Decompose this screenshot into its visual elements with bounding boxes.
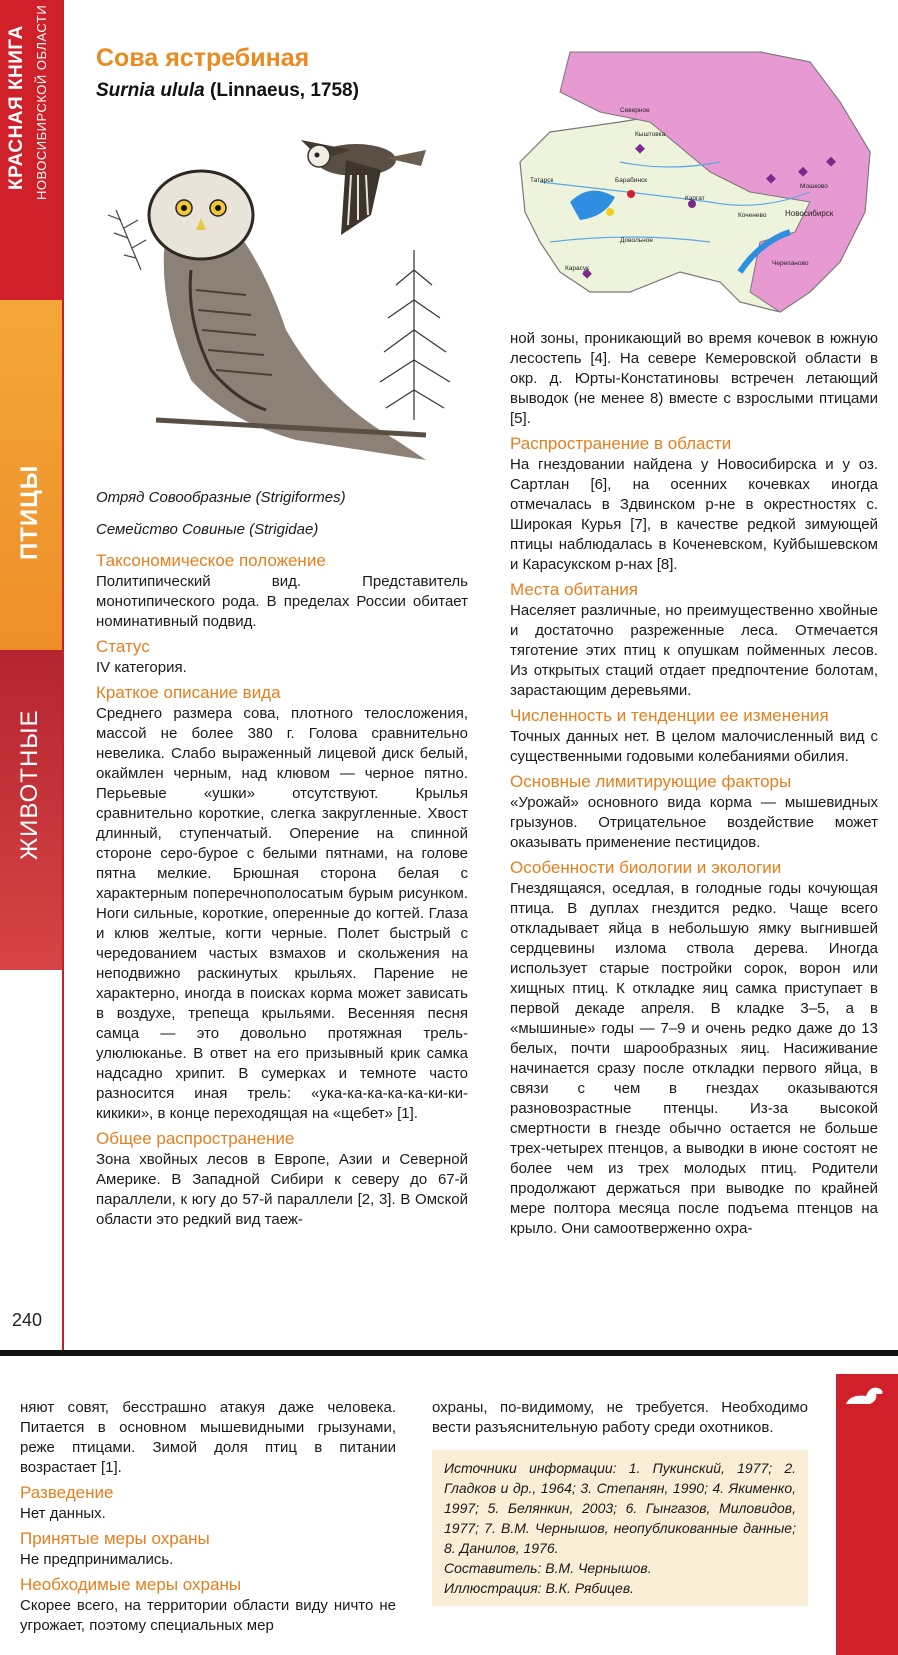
section-heading: Общее распространение	[96, 1129, 295, 1148]
section-heading: Краткое описание вида	[96, 683, 281, 702]
spruce-branch-left	[108, 210, 146, 270]
side-strip	[0, 0, 64, 1350]
map-label: Мошково	[800, 183, 828, 190]
book-title: КРАСНАЯ КНИГА	[6, 25, 27, 190]
taxonomy-family: Семейство Совиные (Strigidae)	[96, 521, 319, 538]
map-label: Карасук	[565, 265, 589, 272]
latin-binomial: Surnia ulula	[96, 80, 205, 101]
flying-owl-drawing	[301, 140, 426, 235]
section-heading: Разведение	[20, 1483, 114, 1502]
map-label: Довольное	[620, 237, 653, 244]
section-text: Не предпринимались.	[20, 1551, 174, 1568]
section-heading: Основные лимитирующие факторы	[510, 772, 792, 791]
section-text: охраны, по-видимому, не требуется. Необходимо вести разъяснительную работу среди охотников.	[432, 1399, 808, 1436]
species-title: Сова ястребиная	[96, 44, 310, 72]
section-heading: Численность и тенденции ее изменения	[510, 706, 829, 725]
map-label: Черепаново	[772, 260, 809, 267]
sources-list: Источники информации: 1. Пукинский, 1977; 2. Гладков и др., 1964; 3. Степанян, 1990; 4. Якименко, 1997; 5. Белянкин, 2003; 6. Гынгазов, Миловидов, 1977; 7. В.М. Чернышов, неопубликованные данные; 8. Данилов, 1976.	[444, 1460, 796, 1556]
section-text: Скорее всего, на территории области виду ничто не угрожает, поэтому специальных мер	[20, 1597, 396, 1634]
map-label: Каргат	[685, 195, 705, 202]
spruce-tree-right	[380, 250, 450, 420]
section-heading: Необходимые меры охраны	[20, 1575, 242, 1594]
section-heading: Таксономическое положение	[96, 551, 326, 570]
margin-rule	[62, 0, 64, 1350]
latin-author: (Linnaeus, 1758)	[210, 80, 359, 101]
page-number: 240	[12, 1310, 43, 1330]
section-heading: Места обитания	[510, 580, 638, 599]
section-text: «Урожай» основного вида корма — мышевидных грызунов. Отрицательное воздействие может оказывать применение пестицидов.	[510, 794, 878, 851]
section-text: Населяет различные, но преимущественно хвойные и достаточно разреженные леса. Отмечается тяготение этих птиц к опушкам пойменных лесов. Из открытых стаций отдает предпочтение болотам, зарастающим деревьями.	[510, 602, 878, 699]
bottom-left-column	[20, 1398, 396, 1636]
side-strip-right	[836, 1374, 898, 1655]
section-text: ной зоны, проникающий во время кочевок в южную лесостепь [4]. На севере Кемеровской области в окр. д. Юрты-Констатиновы встречен летающий выводок (не менее 8) вместе с взрослыми птицами [5].	[510, 330, 878, 427]
section-text: няют совят, бесстрашно атакуя даже человека. Питается в основном мышевидными грызунами, реже птицами. Зимой доля птиц в питании возрастает [1].	[20, 1399, 396, 1476]
section-text: IV категория.	[96, 659, 187, 676]
section-text: Политипический вид. Представитель монотипического рода. В пределах России обитает номинативный подвид.	[96, 573, 468, 630]
section-heading: Статус	[96, 637, 150, 656]
side-strip-blank	[0, 970, 64, 1350]
section-animals: ЖИВОТНЫЕ	[16, 709, 43, 860]
map-label: Татарск	[530, 177, 554, 184]
illustrator-credit: Иллюстрация: В.К. Рябицев.	[444, 1580, 635, 1596]
book-region: НОВОСИБИРСКОЙ ОБЛАСТИ	[34, 4, 49, 200]
map-label: Северное	[620, 107, 650, 114]
section-birds: ПТИЦЫ	[16, 464, 43, 560]
species-latin-name	[96, 80, 359, 102]
left-column	[96, 486, 468, 1230]
right-column	[510, 329, 878, 1239]
bottom-right-column	[432, 1398, 808, 1606]
map-label: Коченево	[738, 212, 767, 219]
map-label: Новосибирск	[785, 209, 834, 218]
section-heading: Особенности биологии и экологии	[510, 858, 782, 877]
section-text: На гнездовании найдена у Новосибирска и у оз. Сартлан [6], на осенних кочевках иногда отмечалась в Здвинском р-не в окрестностях с. Широкая Курья [7], в качестве редкой зимующей птицы наблюдалась в Коченевском, Куйбышевском и Карасукском р-нах [8].	[510, 456, 878, 573]
map-label: Барабинск	[615, 177, 648, 184]
duck-icon	[836, 1374, 898, 1414]
sources-box	[432, 1450, 808, 1606]
taxonomy-order: Отряд Совообразные (Strigiformes)	[96, 489, 346, 506]
owl-illustration	[96, 120, 476, 460]
section-text: Среднего размера сова, плотного телосложения, массой не более 380 г. Голова сравнительно невелика. Слабо выраженный лицевой диск белый, окаймлен черным, над клювом — черное пятно. Перьевые «ушки» отсутствуют. Крылья сравнительно короткие, слегка закругленные. Хвост длинный, ступенчатый. Оперение на спинной стороне серо-бурое с белыми пятнами, на голове пятна мелкие. Брюшная сторона белая с характерным поперечнополосатым бурым рисунком. Ноги сильные, короткие, оперенные до когтей. Глаза и клюв желтые, когти черные. Полет быстрый с чередованием частых взмахов и скольжения на неподвижно раскинутых крыльях. Парение не характерно, иногда в поисках корма может зависать в воздухе, трепеща крыльями. Весенняя песня самца — это довольно протяжная трель-улюлюканье. В ответ на его призывный крик самка надсадно хрипит. В сумерках и темноте часто разносится иная трель: «ука-ка-ка-ка-ка-ки-ки-кикики», в конце переходящая на «щебет» [1].	[96, 705, 468, 1122]
section-text: Нет данных.	[20, 1505, 106, 1522]
section-text: Гнездящаяся, оседлая, в голодные годы кочующая птица. В дуплах гнездится редко. Чаще всего откладывает яйца в небольшую ямку выгнившей сердцевины излома ствола дерева. Иногда использует старые постройки сорок, ворон или хищных птиц. К откладке яиц самка приступает в первой декаде апреля. В кладке 3–5, а в «мышиные» годы — 7–9 и очень редко даже до 13 белых, почти шарообразных яиц. Насиживание начинается сразу после откладки первого яйца, в связи с чем в гнездах оказываются разновозрастные птенцы. Из-за высокой смертности в гнезде обычно остается не больше трех-четырех птенцов, а выводки в июне состоят не более чем из трех молодых птиц. Родители продолжают держаться при выводке по крайней мере полтора месяца после подъема птенцов на крыло. Они самоотверженно охра-	[510, 880, 878, 1237]
book-page-241	[0, 1356, 898, 1655]
distribution-map	[510, 42, 882, 326]
section-text: Точных данных нет. В целом малочисленный вид с существенными годовыми колебаниями обилия.	[510, 728, 878, 765]
compiler-credit: Составитель: В.М. Чернышов.	[444, 1560, 652, 1576]
section-heading: Принятые меры охраны	[20, 1529, 210, 1548]
section-text: Зона хвойных лесов в Европе, Азии и Северной Америке. В Западной Сибири к северу до 67-й параллели, к югу до 57-й параллели [2, 3]. В Омской области это редкий вид таеж-	[96, 1151, 468, 1228]
map-label: Кыштовка	[635, 131, 666, 138]
perched-owl-drawing	[149, 171, 426, 460]
section-heading: Распространение в области	[510, 434, 732, 453]
